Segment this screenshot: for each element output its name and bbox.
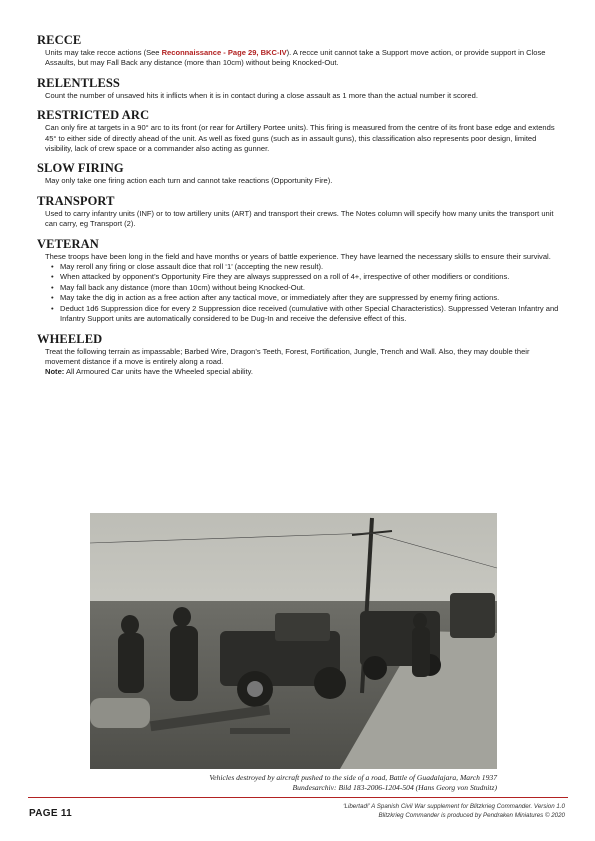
rules-content <box>37 33 561 385</box>
section-slow-firing <box>37 161 561 186</box>
bullet-icon: • <box>51 262 54 272</box>
bullet-icon: • <box>51 272 54 282</box>
list-item <box>45 283 561 293</box>
recce-text-after: ). A recce unit cannot take a Support move action, or provide support in Close Assaults, but may Fall Back any distance (more than 10cm) without being Knocked-Out. <box>45 48 546 68</box>
section-veteran <box>37 237 561 325</box>
footer-divider <box>28 797 568 798</box>
note-text: All Armoured Car units have the Wheeled special ability. <box>64 367 253 377</box>
list-item-text: May reroll any firing or close assault dice that roll ‘1’ (accepting the new result). <box>60 262 324 272</box>
distant-truck <box>450 593 495 638</box>
veteran-bullet-list <box>45 262 561 324</box>
list-item <box>45 262 561 272</box>
page-number: PAGE 11 <box>29 808 73 819</box>
recce-text-before: Units may take recce actions (See <box>45 48 162 57</box>
footer-line-1: ‘Libertad!’ A Spanish Civil War supplement for Blitzkrieg Commander. Version 1.0 <box>343 803 565 810</box>
photo-illustration <box>90 513 497 769</box>
wheeled-text: Treat the following terrain as impassable; Barbed Wire, Dragon’s Teeth, Forest, Fortification, Jungle, Trench and Wall. Also, they may double their movement distance if a move is entirely along a road. <box>45 346 530 366</box>
section-restricted-arc <box>37 108 561 154</box>
list-item-text: May take the dig in action as a free action after any tactical move, or immediately after they are suppressed by enemy firing actions. <box>60 293 500 303</box>
section-recce <box>37 33 561 69</box>
heading-restricted-arc: RESTRICTED ARC <box>37 108 150 123</box>
recce-text <box>45 48 561 69</box>
heading-slow-firing: SLOW FIRING <box>37 161 124 176</box>
veteran-text: These troops have been long in the field and have months or years of battle experience. They have learned the necessary skills to ensure their survival. <box>45 251 551 261</box>
heading-transport: TRANSPORT <box>37 193 115 208</box>
historical-photo <box>90 513 497 769</box>
slow-firing-text: May only take one firing action each turn and cannot take reactions (Opportunity Fire). <box>45 176 333 186</box>
heading-recce: RECCE <box>37 33 82 47</box>
photo-caption <box>80 773 497 793</box>
list-item <box>45 293 561 303</box>
list-item <box>45 304 561 325</box>
heading-relentless: RELENTLESS <box>37 75 120 90</box>
bullet-icon: • <box>51 303 54 313</box>
heading-wheeled: WHEELED <box>37 331 103 346</box>
list-item-text: When attacked by opponent’s Opportunity Fire they are always suppressed on a roll of 4+, irrespective of other modifiers or conditions. <box>60 272 510 282</box>
transport-text: Used to carry infantry units (INF) or to tow artillery units (ART) and transport their crews. The Notes column will specify how many units the transport unit can carry, eg Transport (2). <box>45 208 554 229</box>
reconnaissance-reference-link[interactable]: Reconnaissance - Page 29, BKC-IV <box>161 48 287 57</box>
restricted-arc-text: Can only fire at targets in a 90° arc to its front (or rear for Artillery Portee units). This firing is measured from the centre of its front base edge and extends 45° to either side of directly ahead of the unit. As well as fixed guns (such as in assault guns), this classification also represents poor design, limited visibility, lack of crew space or a commander also acting as gunner. <box>45 123 555 154</box>
footer-credits <box>343 803 565 820</box>
heading-veteran: VETERAN <box>37 236 99 251</box>
list-item-text: May fall back any distance (more than 10cm) without being Knocked-Out. <box>60 282 305 292</box>
caption-line-1: Vehicles destroyed by aircraft pushed to the side of a road, Battle of Guadalajara, March 1937 <box>209 773 497 782</box>
section-transport <box>37 194 561 230</box>
bullet-icon: • <box>51 293 54 303</box>
list-item <box>45 272 561 282</box>
wheeled-note <box>45 367 561 377</box>
footer-line-2: Blitzkrieg Commander is produced by Pendraken Miniatures © 2020 <box>378 811 565 819</box>
section-relentless <box>37 76 561 101</box>
relentless-text: Count the number of unsaved hits it inflicts when it is in contact during a close assault as 1 more than the actual number it scored. <box>45 90 478 100</box>
section-wheeled <box>37 332 561 378</box>
recce-body <box>37 48 561 69</box>
note-label: Note: <box>45 367 65 377</box>
bullet-icon: • <box>51 282 54 292</box>
caption-line-2: Bundesarchiv: Bild 183-2006-1204-504 (Hans Georg von Studnitz) <box>292 783 497 792</box>
list-item-text: Deduct 1d6 Suppression dice for every 2 Suppression dice received (cumulative with other Special Characteristics). Suppressed Veteran Infantry and Infantry Support units are automatically considered to be Dug-In and receive the defensive effect of this. <box>60 303 559 324</box>
